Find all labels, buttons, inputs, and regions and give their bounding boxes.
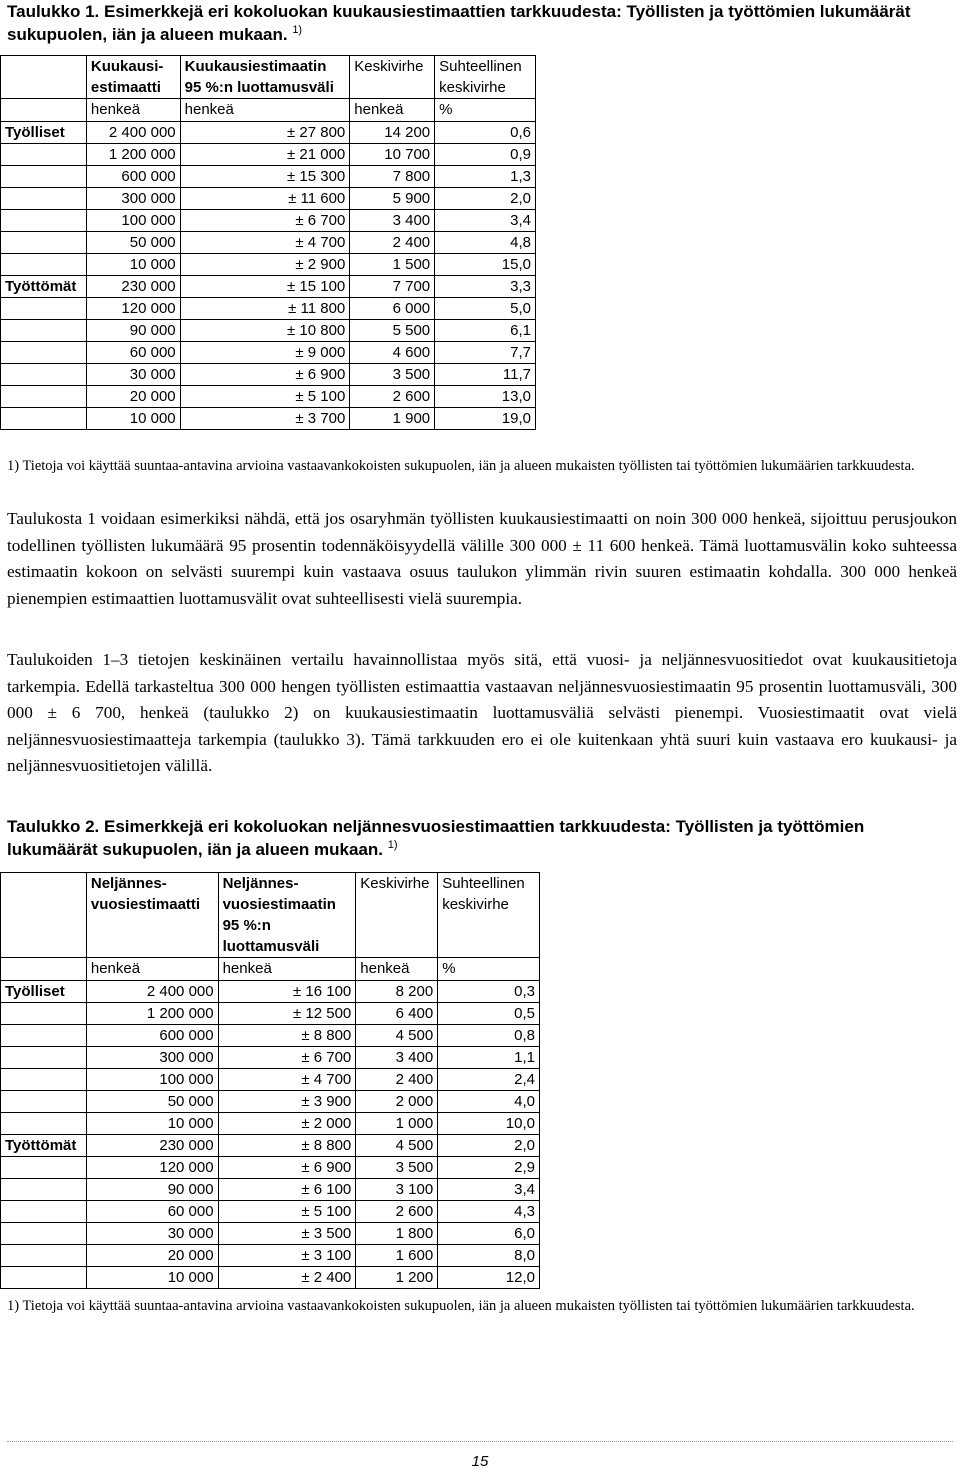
table2-group-label-empty	[1, 1267, 87, 1289]
table1-cell: 2 400 000	[86, 122, 180, 144]
table1-cell: 2 400	[350, 232, 435, 254]
table1-cell: ± 11 600	[180, 188, 350, 210]
table1-cell: 5 500	[350, 320, 435, 342]
table1-cell: 11,7	[435, 364, 536, 386]
table1-row	[1, 232, 536, 254]
table2-cell: ± 6 100	[218, 1179, 356, 1201]
table2-cell: 1,1	[438, 1047, 540, 1069]
table2-cell: 6,0	[438, 1223, 540, 1245]
table2-cell: 2 400 000	[86, 981, 218, 1003]
table1-cell: 30 000	[86, 364, 180, 386]
table2-cell: 600 000	[86, 1025, 218, 1047]
table1-cell: ± 5 100	[180, 386, 350, 408]
table1-cell: 7 700	[350, 276, 435, 298]
table2-cell: 60 000	[86, 1201, 218, 1223]
table2-row	[1, 1223, 540, 1245]
table1-row	[1, 386, 536, 408]
table1-cell: ± 10 800	[180, 320, 350, 342]
table1-group-label-empty	[1, 342, 87, 364]
table1-row	[1, 254, 536, 276]
table1-cell: ± 2 900	[180, 254, 350, 276]
table1-col4-header: Suhteellinen keskivirhe	[435, 56, 536, 99]
table2-cell: 2,4	[438, 1069, 540, 1091]
table2-col3-header: Keskivirhe	[356, 873, 438, 958]
table1-cell: 60 000	[86, 342, 180, 364]
table1-cell: ± 27 800	[180, 122, 350, 144]
body-paragraph-2: Taulukoiden 1–3 tietojen keskinäinen vertailu havainnollistaa myös sitä, että vuosi- ja neljännesvuositiedot ovat kuukausitietoja tarkempia. Edellä tarkasteltua 300 000 hengen työllisten estimaattia vastaavan neljännesvuosiestimaatin 95 prosentin luottamusväli, 300 000 ± 6 700, henkeä (taulukko 2) on kuukausiestimaatin luottamusväliä selvästi pienempi. Vuosiestimaatit ovat vielä neljännesvuosiestimaatteja tarkempia (taulukko 3). Tämä tarkkuuden ero ei ole kuitenkaan yhtä suuri kuin vastaava ero kuukausi- ja neljännesvuositietojen välillä.	[7, 650, 957, 775]
table2-cell: 30 000	[86, 1223, 218, 1245]
table1-cell: 6 000	[350, 298, 435, 320]
table1-cell: 19,0	[435, 408, 536, 430]
table1-cell: ± 3 700	[180, 408, 350, 430]
table1-cell: 15,0	[435, 254, 536, 276]
table2-group-label-empty	[1, 1223, 87, 1245]
table1-group-label-empty	[1, 386, 87, 408]
table1-group-label-empty	[1, 298, 87, 320]
table2-cell: ± 4 700	[218, 1069, 356, 1091]
table2-row	[1, 1245, 540, 1267]
table2-unit: henkeä	[218, 958, 356, 981]
table2-caption: Taulukko 2. Esimerkkejä eri kokoluokan neljännesvuosiestimaattien tarkkuudesta: Työllisten ja työttömien lukumäärät sukupuolen, iän ja alueen mukaan. $^{1)}$	[7, 817, 865, 859]
table2-cell: 2 400	[356, 1069, 438, 1091]
footer-divider	[7, 1441, 953, 1442]
table1-header-row	[1, 56, 536, 99]
table2-cell: 6 400	[356, 1003, 438, 1025]
table1-caption-footnote-ref: 1)	[292, 24, 303, 36]
table1-group-label: Työttömät	[1, 276, 87, 298]
table1-cell: 600 000	[86, 166, 180, 188]
table1-cell: 0,9	[435, 144, 536, 166]
table1-cell: 7 800	[350, 166, 435, 188]
table2-row	[1, 1157, 540, 1179]
table1-col2-header: Kuukausiestimaatin 95 %:n luottamusväli	[180, 56, 350, 99]
table1-group-label-empty	[1, 210, 87, 232]
table1-cell: 3 500	[350, 364, 435, 386]
table2-cell: 0,3	[438, 981, 540, 1003]
table2-cell: 4,0	[438, 1091, 540, 1113]
table2-cell: 4 500	[356, 1025, 438, 1047]
table1-cell: ± 6 700	[180, 210, 350, 232]
table2-row	[1, 981, 540, 1003]
table1-row	[1, 210, 536, 232]
table2-cell: 8 200	[356, 981, 438, 1003]
table2-cell: ± 3 900	[218, 1091, 356, 1113]
table1-row	[1, 364, 536, 386]
table2-cell: ± 8 800	[218, 1025, 356, 1047]
table2-row	[1, 1135, 540, 1157]
table2-cell: 100 000	[86, 1069, 218, 1091]
table1-row	[1, 144, 536, 166]
table2-cell: 3 400	[356, 1047, 438, 1069]
table1-cell: ± 9 000	[180, 342, 350, 364]
table1-cell: 13,0	[435, 386, 536, 408]
table1-cell: 5,0	[435, 298, 536, 320]
table2-cell: 0,5	[438, 1003, 540, 1025]
table2-row	[1, 1069, 540, 1091]
table2-group-label-empty	[1, 1113, 87, 1135]
table2-cell: ± 12 500	[218, 1003, 356, 1025]
table2-cell: 10,0	[438, 1113, 540, 1135]
table2-cell: 1 200 000	[86, 1003, 218, 1025]
table1-row	[1, 166, 536, 188]
table2-group-label-empty	[1, 1157, 87, 1179]
table1-group-label-empty	[1, 408, 87, 430]
table1-cell: 6,1	[435, 320, 536, 342]
table2-cell: 10 000	[86, 1113, 218, 1135]
table2-cell: ± 16 100	[218, 981, 356, 1003]
table1-unit: henkeä	[86, 99, 180, 122]
table2-cell: ± 3 100	[218, 1245, 356, 1267]
table2-group-label-empty	[1, 1201, 87, 1223]
table1-cell: ± 15 100	[180, 276, 350, 298]
table2-row	[1, 1179, 540, 1201]
table1-group-label-empty	[1, 144, 87, 166]
table1-units-row	[1, 99, 536, 122]
table1-group-label-empty	[1, 188, 87, 210]
table2-cell: 2 600	[356, 1201, 438, 1223]
table1-cell: 1,3	[435, 166, 536, 188]
table1-unit: henkeä	[350, 99, 435, 122]
table2-cell: 120 000	[86, 1157, 218, 1179]
table2-col4-header: Suhteellinen keskivirhe	[438, 873, 540, 958]
table2-cell: 1 200	[356, 1267, 438, 1289]
table2-cell: 8,0	[438, 1245, 540, 1267]
table1-row	[1, 188, 536, 210]
table2-group-label-empty	[1, 1069, 87, 1091]
table1-cell: 20 000	[86, 386, 180, 408]
table2-cell: 1 000	[356, 1113, 438, 1135]
table2-cell: 300 000	[86, 1047, 218, 1069]
table1-cell: ± 6 900	[180, 364, 350, 386]
table1-cell: 2,0	[435, 188, 536, 210]
table2-group-label-empty	[1, 1047, 87, 1069]
table2-group-label: Työlliset	[1, 981, 87, 1003]
table1-cell: 4,8	[435, 232, 536, 254]
table2-cell: 2,9	[438, 1157, 540, 1179]
table2-group-label-empty	[1, 1091, 87, 1113]
table1-row	[1, 342, 536, 364]
table2-cell: 10 000	[86, 1267, 218, 1289]
table2-cell: 4 500	[356, 1135, 438, 1157]
table2-cell: 3,4	[438, 1179, 540, 1201]
table1-cell: 0,6	[435, 122, 536, 144]
table2-cell: 20 000	[86, 1245, 218, 1267]
table2-units-row	[1, 958, 540, 981]
table1-unit: %	[435, 99, 536, 122]
table2-cell: 1 600	[356, 1245, 438, 1267]
table1-cell: 2 600	[350, 386, 435, 408]
table2-group-label-empty	[1, 1179, 87, 1201]
table1-cell: 10 000	[86, 408, 180, 430]
table1-row	[1, 408, 536, 430]
table2-cell: 3 500	[356, 1157, 438, 1179]
table1-group-label-empty	[1, 320, 87, 342]
table2-cell: 90 000	[86, 1179, 218, 1201]
page-number: 15	[471, 1453, 489, 1470]
table2-cell: 3 100	[356, 1179, 438, 1201]
table2-group-label-empty	[1, 1245, 87, 1267]
table1-row	[1, 298, 536, 320]
table1-cell: 5 900	[350, 188, 435, 210]
table1-row	[1, 276, 536, 298]
table1-row	[1, 122, 536, 144]
table1-cell: 120 000	[86, 298, 180, 320]
table2-group-label-empty	[1, 1025, 87, 1047]
table1-group-label: Työlliset	[1, 122, 87, 144]
table1-cell: 3 400	[350, 210, 435, 232]
table1-cell: 3,4	[435, 210, 536, 232]
table1-cell: 14 200	[350, 122, 435, 144]
table1-group-label-empty	[1, 166, 87, 188]
table2-cell: 12,0	[438, 1267, 540, 1289]
table1-cell: ± 21 000	[180, 144, 350, 166]
table2-unit: %	[438, 958, 540, 981]
table2-cell: ± 2 400	[218, 1267, 356, 1289]
table1-cell: 3,3	[435, 276, 536, 298]
table2-unit: henkeä	[356, 958, 438, 981]
table2-col2-header: Neljännes-vuosiestimaatin 95 %:n luottamusväli	[218, 873, 356, 958]
table1-cell: 10 000	[86, 254, 180, 276]
table1-cell: 1 200 000	[86, 144, 180, 166]
table1-cell: ± 15 300	[180, 166, 350, 188]
table1-cell: 1 500	[350, 254, 435, 276]
table1-cell: 50 000	[86, 232, 180, 254]
table2-row	[1, 1047, 540, 1069]
table2-cell: 2,0	[438, 1135, 540, 1157]
table1-col3-header: Keskivirhe	[350, 56, 435, 99]
table1-group-label-empty	[1, 254, 87, 276]
table2-cell: ± 5 100	[218, 1201, 356, 1223]
table2-header-row	[1, 873, 540, 958]
table2	[0, 872, 540, 1289]
table1-group-label-empty	[1, 364, 87, 386]
table2-group-label: Työttömät	[1, 1135, 87, 1157]
table1-cell: 230 000	[86, 276, 180, 298]
table1-cell: 10 700	[350, 144, 435, 166]
table2-cell: ± 3 500	[218, 1223, 356, 1245]
table2-cell: ± 2 000	[218, 1113, 356, 1135]
table1-footnote: 1) Tietoja voi käyttää suuntaa-antavina arvioina vastaavankokoisten sukupuolen, iän ja alueen mukaisten työllisten tai työttömien lukumäärien tarkkuudesta.	[7, 458, 915, 474]
table1-caption: Taulukko 1. Esimerkkejä eri kokoluokan kuukausiestimaattien tarkkuudesta: Työllisten ja työttömien lukumäärät sukupuolen, iän ja alueen mukaan. $^{1)}$	[7, 2, 911, 44]
table1-cell: 1 900	[350, 408, 435, 430]
table1-group-label-empty	[1, 232, 87, 254]
table2-cell: 0,8	[438, 1025, 540, 1047]
table2-row	[1, 1267, 540, 1289]
table2-cell: 230 000	[86, 1135, 218, 1157]
body-paragraph-1: Taulukosta 1 voidaan esimerkiksi nähdä, että jos osaryhmän työllisten kuukausiestimaatti on noin 300 000 henkeä, sijoittuu perusjoukon todellinen työllisten lukumäärä 95 prosentin todennäköisyydellä välille 300 000 ± 11 600 henkeä. Tämä luottamusvälin koko suhteessa estimaatin kokoon on selvästi suurempi kuin vastaava osuus taulukon ylimmän rivin suuren estimaatin kohdalla. 300 000 henkeä pienempien estimaattien luottamusvälit ovat suhteellisesti vielä suurempia.	[7, 509, 957, 608]
table2-cell: ± 8 800	[218, 1135, 356, 1157]
table1-col1-header: Kuukausi-estimaatti	[86, 56, 180, 99]
table2-cell: ± 6 700	[218, 1047, 356, 1069]
table2-cell: ± 6 900	[218, 1157, 356, 1179]
table2-unit: henkeä	[86, 958, 218, 981]
table1-cell: 4 600	[350, 342, 435, 364]
table2-cell: 50 000	[86, 1091, 218, 1113]
table1-cell: 90 000	[86, 320, 180, 342]
table1-unit: henkeä	[180, 99, 350, 122]
table1-cell: 300 000	[86, 188, 180, 210]
table2-caption-footnote-ref: 1)	[387, 839, 398, 851]
table1-cell: 100 000	[86, 210, 180, 232]
table1-cell: 7,7	[435, 342, 536, 364]
table2-footnote: 1) Tietoja voi käyttää suuntaa-antavina arvioina vastaavankokoisten sukupuolen, iän ja alueen mukaisten työllisten tai työttömien lukumäärien tarkkuudesta.	[7, 1298, 915, 1314]
table2-group-label-empty	[1, 1003, 87, 1025]
table1-row	[1, 320, 536, 342]
table2-col1-header: Neljännes-vuosiestimaatti	[86, 873, 218, 958]
table1-cell: ± 11 800	[180, 298, 350, 320]
table2-cell: 1 800	[356, 1223, 438, 1245]
table2-row	[1, 1025, 540, 1047]
table2-row	[1, 1003, 540, 1025]
table2-row	[1, 1201, 540, 1223]
table2-row	[1, 1091, 540, 1113]
table2-cell: 2 000	[356, 1091, 438, 1113]
table1-cell: ± 4 700	[180, 232, 350, 254]
table1	[0, 55, 536, 430]
table2-row	[1, 1113, 540, 1135]
table2-cell: 4,3	[438, 1201, 540, 1223]
